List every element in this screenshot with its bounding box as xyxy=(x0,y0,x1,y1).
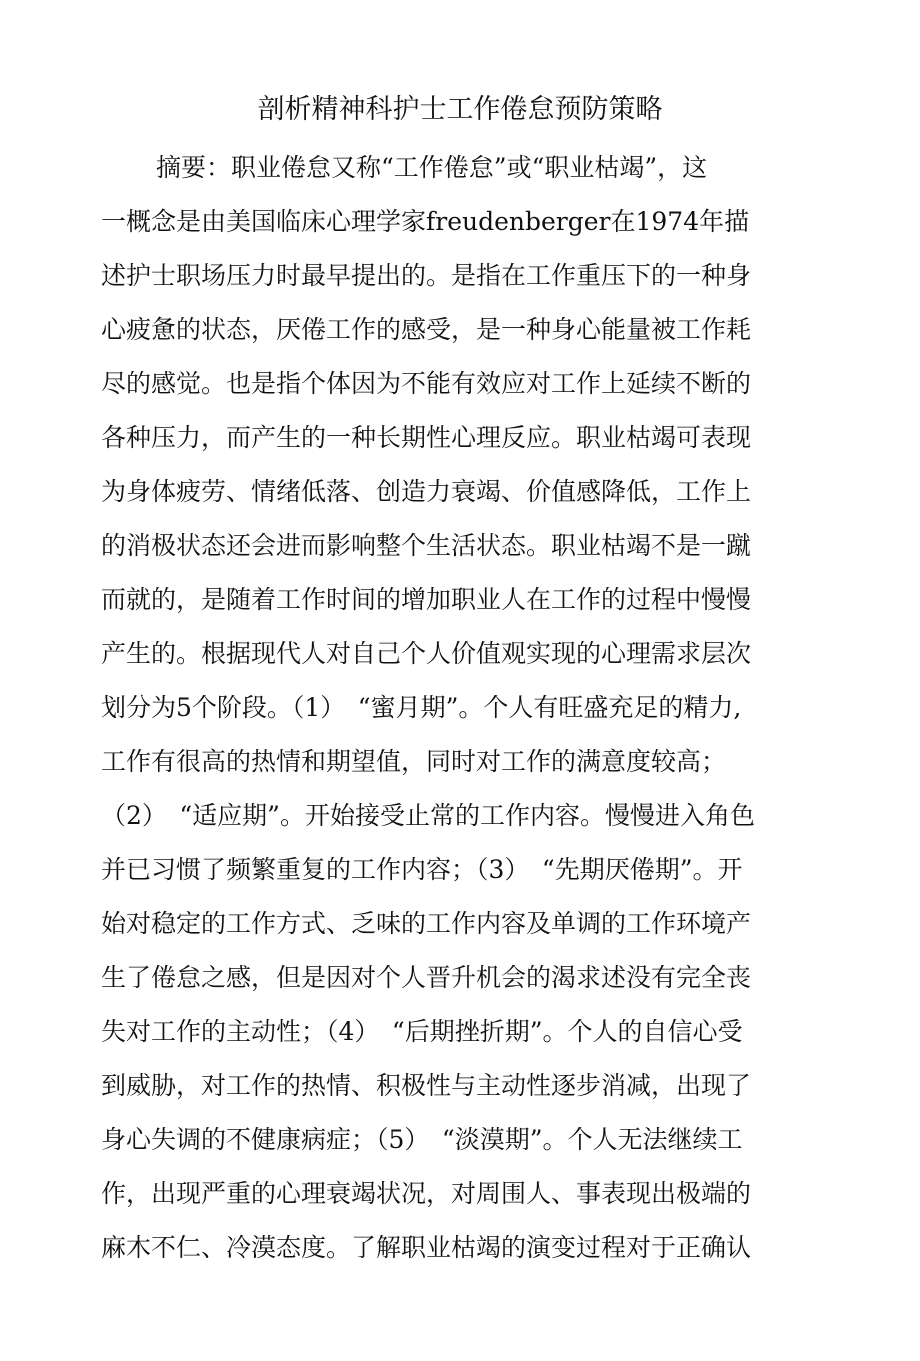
body-text-line: 失对工作的主动性；（4） “后期挫折期”。个人的自信心受 xyxy=(101,1017,743,1046)
body-text-line: 麻木不仁、冷漠态度。了解职业枯竭的演变过程对于正确认 xyxy=(101,1233,752,1262)
body-text-line: 的消极状态还会进而影响整个生活状态。职业枯竭不是一蹴 xyxy=(101,531,752,560)
body-text-line: 工作有很高的热情和期望值，同时对工作的满意度较高； xyxy=(101,747,727,776)
body-text-line: 为身体疲劳、情绪低落、创造力衰竭、价值感降低，工作上 xyxy=(101,477,752,506)
body-text-line: 生了倦怠之感，但是因对个人晋升机会的渴求述没有完全丧 xyxy=(101,963,752,992)
body-text-line: 产生的。根据现代人对自己个人价值观实现的心理需求层次 xyxy=(101,639,752,668)
body-text-line: 作，出现严重的心理衰竭状况，对周围人、事表现出极端的 xyxy=(101,1179,752,1208)
body-text-line: （2） “适应期”。开始接受止常的工作内容。慢慢进入角色 xyxy=(101,801,755,830)
body-text-line: 身心失调的不健康病症；（5） “淡漠期”。个人无法继续工 xyxy=(101,1125,743,1154)
body-text-line: 尽的感觉。也是指个体因为不能有效应对工作上延续不断的 xyxy=(101,369,752,398)
body-text-line: 各种压力，而产生的一种长期性心理反应。职业枯竭可表现 xyxy=(101,423,752,452)
body-text-line: 划分为5个阶段。（1） “蜜月期”。个人有旺盛充足的精力, xyxy=(101,693,742,722)
body-text-line: 而就的，是随着工作时间的增加职业人在工作的过程中慢慢 xyxy=(101,585,752,614)
body-text-line: 到威胁，对工作的热情、积极性与主动性逐步消减，出现了 xyxy=(101,1071,752,1100)
body-text-line: 并已习惯了频繁重复的工作内容；（3） “先期厌倦期”。开 xyxy=(101,855,743,884)
body-text-line: 一概念是由美国临床心理学家freudenberger在1974年描 xyxy=(101,207,750,236)
body-text-line: 摘要：职业倦怠又称“工作倦怠”或“职业枯竭”，这 xyxy=(156,153,708,182)
body-text-line: 述护士职场压力时最早提出的。是指在工作重压下的一种身 xyxy=(101,261,752,290)
body-text-line: 心疲惫的状态，厌倦工作的感受，是一种身心能量被工作耗 xyxy=(101,315,752,344)
document-title: 剖析精神科护士工作倦怠预防策略 xyxy=(257,94,663,125)
body-text-line: 始对稳定的工作方式、乏味的工作内容及单调的工作环境产 xyxy=(101,909,752,938)
